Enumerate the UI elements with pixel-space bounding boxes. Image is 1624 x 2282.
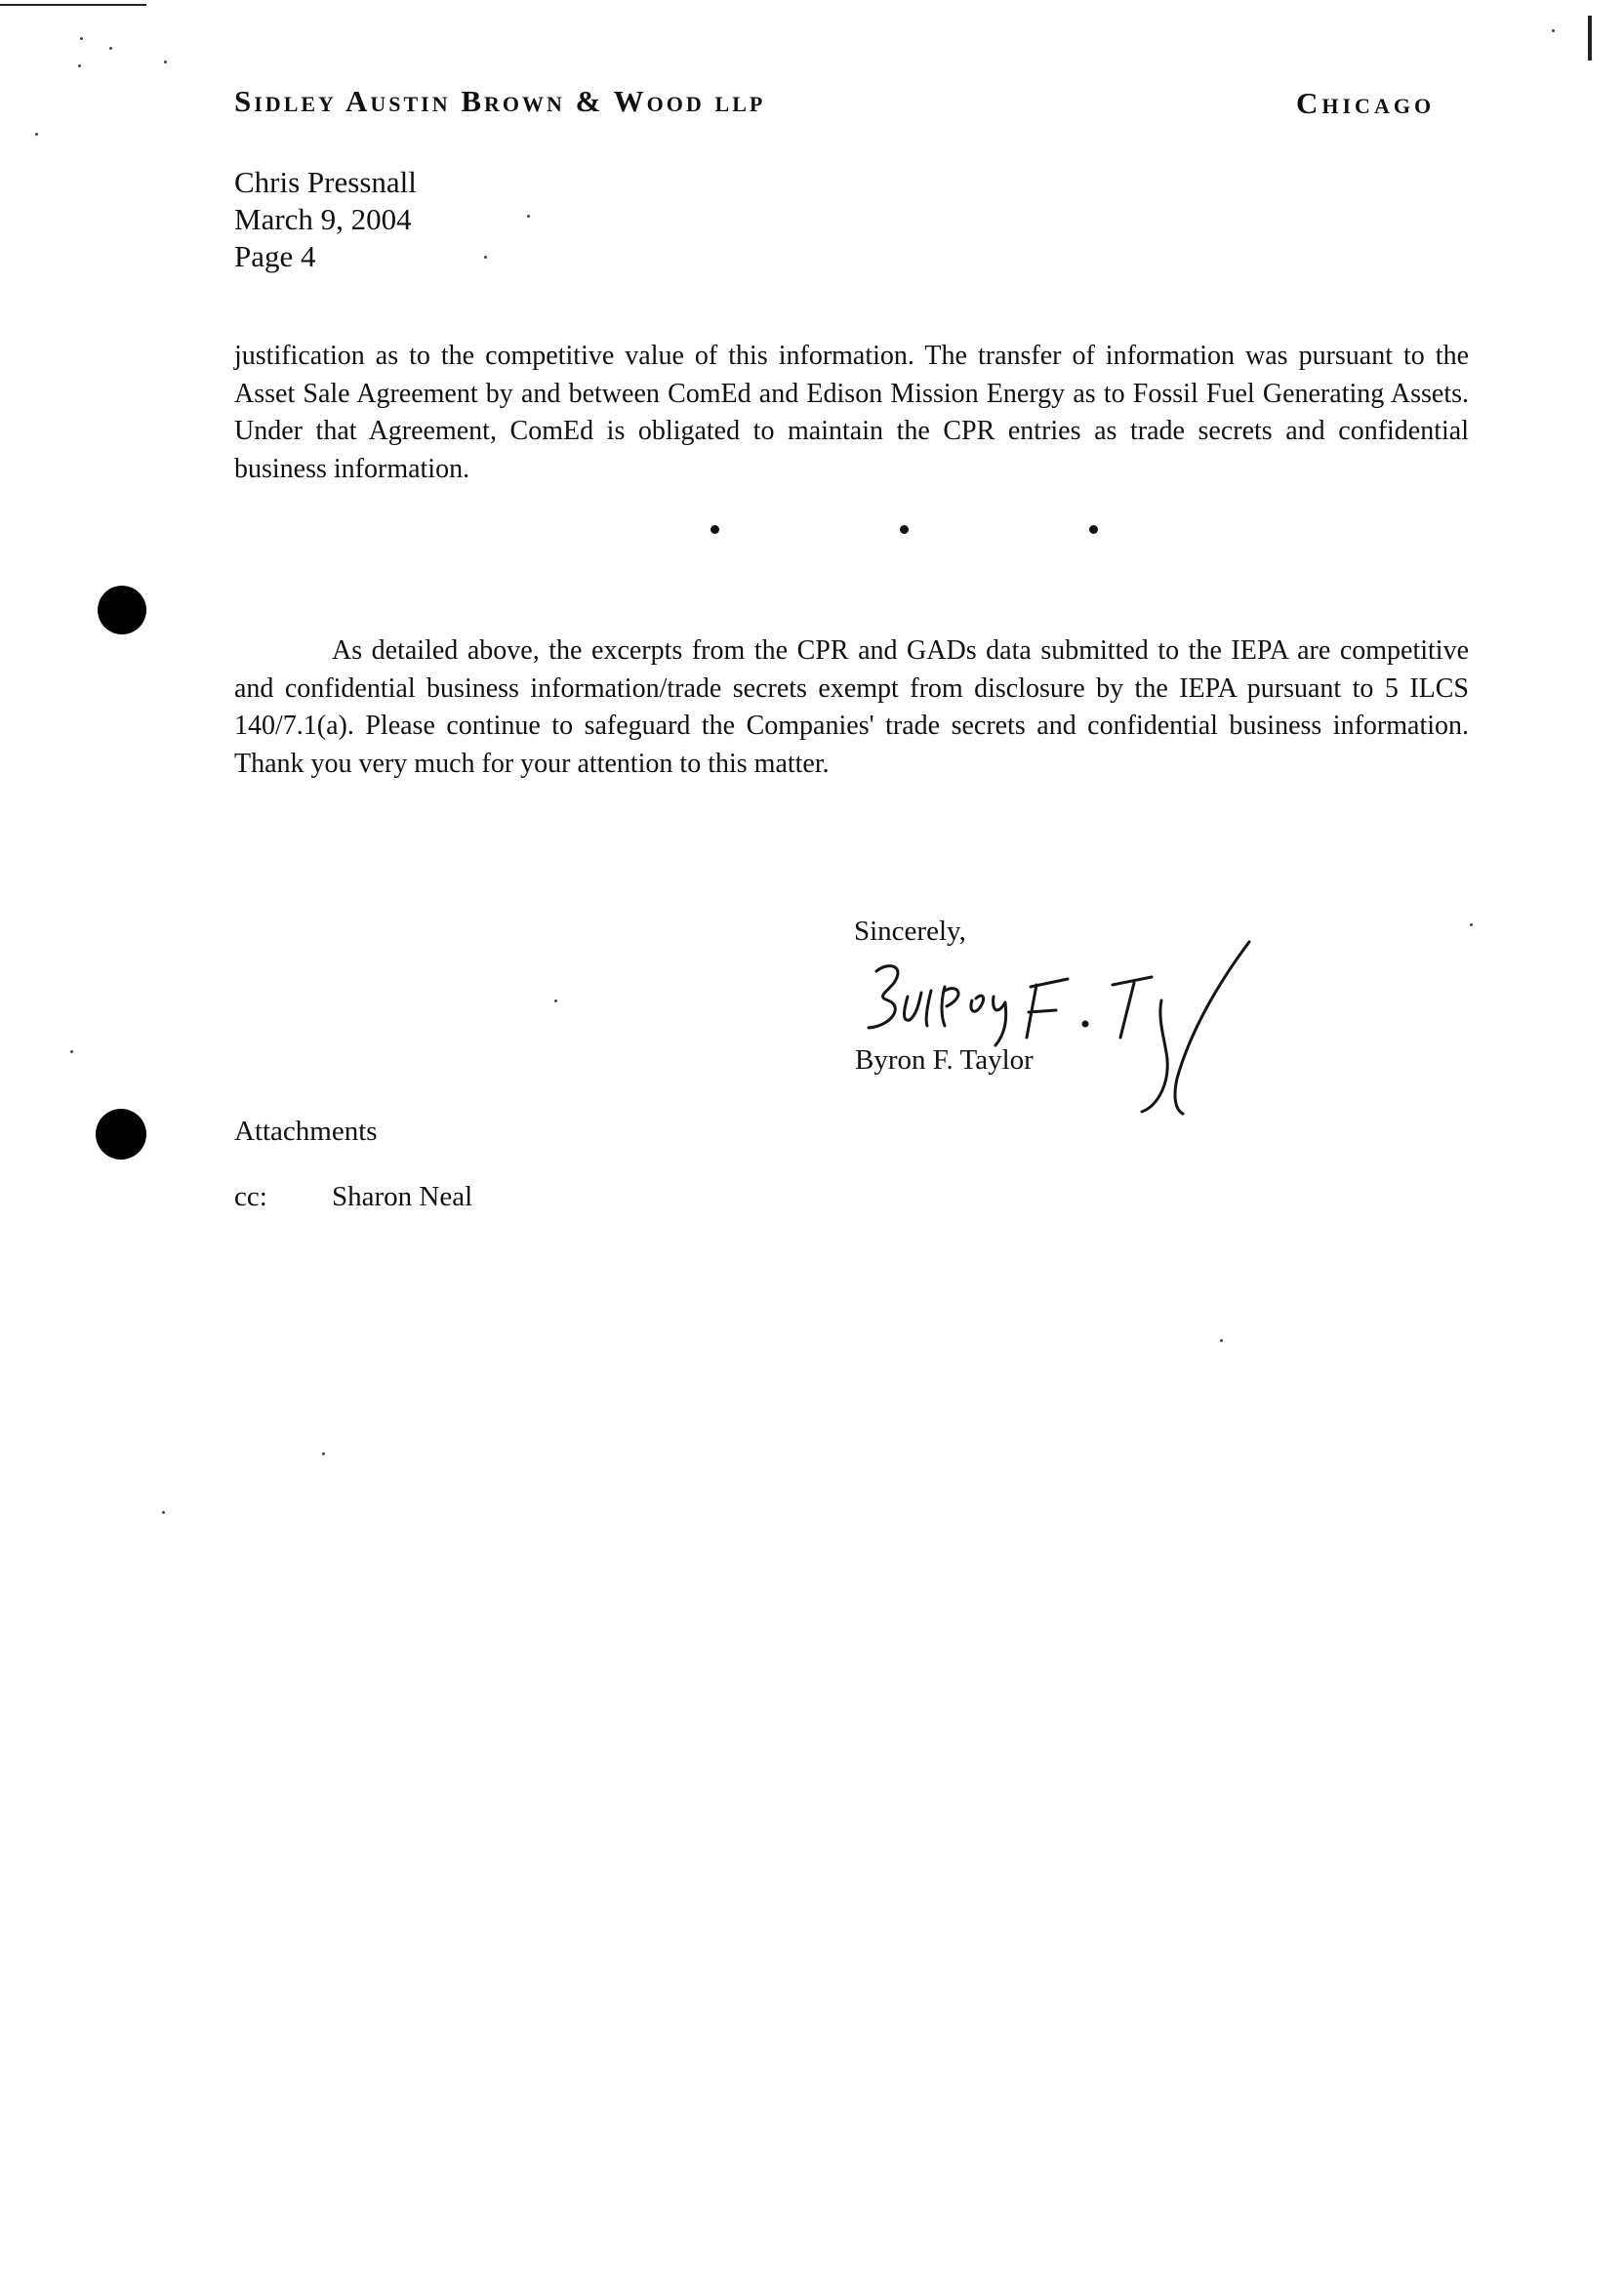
scan-speck <box>162 1511 165 1514</box>
scan-top-rule <box>0 4 146 6</box>
section-separator <box>0 521 1624 541</box>
separator-asterisk <box>710 525 719 534</box>
scan-edge-mark <box>1588 16 1592 61</box>
scan-speck <box>1552 29 1555 32</box>
separator-asterisk <box>1089 525 1098 534</box>
punch-hole <box>96 1109 146 1160</box>
body-paragraph-2: As detailed above, the excerpts from the CPR and GADs data submitted to the IEPA are competitive and confidential business information/trade secrets exempt from disclosure by the IEPA pursuant to 5 ILCS 140/7.1(a). Please continue to safeguard the Companies' trade secrets and confidential business information. Thank you very much for your attention to this matter. <box>234 635 1469 779</box>
scan-speck <box>484 256 487 259</box>
scan-speck <box>1470 923 1473 926</box>
scan-speck <box>70 1050 73 1053</box>
recipient-name: Chris Pressnall <box>234 165 417 199</box>
scan-speck <box>78 64 81 67</box>
closing-salutation: Sincerely, <box>854 916 966 947</box>
body-paragraph-1: justification as to the competitive value of this information. The transfer of information was pursuant to the Asset Sale Agreement by and between ComEd and Edison Mission Energy as to Fossil Fuel Generating Assets. Under that Agreement, ComEd is obligated to maintain the CPR entries as trade secrets and confidential business information. <box>234 341 1469 484</box>
cc-label: cc: <box>234 1181 267 1212</box>
cc-line <box>234 1181 472 1213</box>
scan-speck <box>109 47 112 50</box>
scan-speck <box>35 133 38 136</box>
attachments-label: Attachments <box>234 1116 378 1147</box>
scan-speck <box>527 215 530 218</box>
letterhead-city: Chicago <box>1296 86 1436 120</box>
scan-speck <box>164 61 167 63</box>
separator-asterisk <box>900 525 909 534</box>
scan-speck <box>80 37 83 40</box>
page-number: Page 4 <box>234 239 316 273</box>
recipient-block <box>234 164 417 275</box>
scan-speck <box>1220 1339 1223 1342</box>
scan-speck <box>554 999 557 1002</box>
letter-date: March 9, 2004 <box>234 202 412 236</box>
handwritten-signature <box>830 932 1269 1137</box>
scan-speck <box>322 1452 325 1455</box>
signer-name: Byron F. Taylor <box>855 1044 1034 1076</box>
cc-recipient: Sharon Neal <box>332 1181 473 1212</box>
letterhead-firm-name: Sidley Austin Brown & Wood llp <box>234 84 766 118</box>
punch-hole <box>98 586 146 634</box>
